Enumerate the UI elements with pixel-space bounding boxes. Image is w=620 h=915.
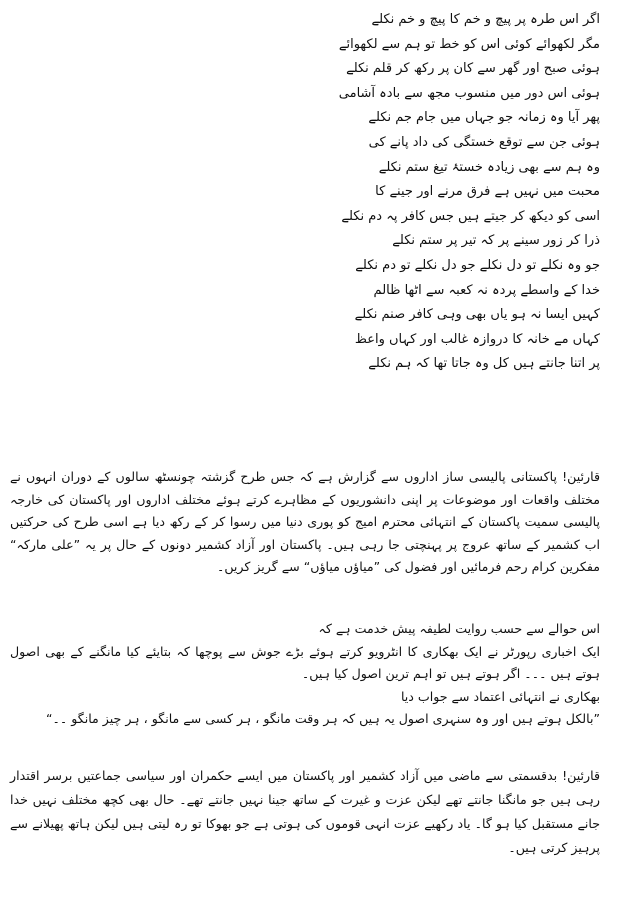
closing-paragraph: قارئین! بدقسمتی سے ماضی میں آزاد کشمیر اور پاکستان میں ایسے حکمران اور سیاسی جماعتیں برسر اقتدار رہی ہیں جو مانگنا جانتے تھے لیکن عزت و غیرت کے ساتھ جینا نہیں جانتے تھے۔ حال بھی کچھ مختلف نہیں خدا جانے مستقبل کیا ہو گا۔ یاد رکھیے عزت انہی قوموں کی ہوتی ہے جو بھوکا تو رہ لیتی ہیں لیکن ہاتھ پھیلانے سے پرہیز کرتی ہیں۔ (10, 768, 600, 855)
verse-line: وہ ہم سے بھی زیادہ خستۂ تیغ ستم نکلے (378, 159, 600, 175)
verse-line: محبت میں نہیں ہے فرق مرنے اور جینے کا (375, 184, 600, 200)
verse-line: ذرا کر زور سینے پر کہ تیر پر ستم نکلے (392, 233, 600, 249)
verse-line: خدا کے واسطے پردہ نہ کعبہ سے اٹھا ظالم (373, 282, 600, 298)
verse-line: ہوئی صبح اور گھر سے کان پر رکھ کر قلم نکلے (346, 61, 600, 77)
ghazal-verses (240, 8, 600, 377)
verse-line: ہوئی اس دور میں منسوب مجھ سے بادہ آشامی (338, 85, 600, 101)
verse-line: کہاں مے خانہ کا دروازہ غالب اور کہاں واعظ (354, 331, 600, 347)
anecdote-reply-intro: بھکاری نے انتہائی اعتماد سے جواب دیا (400, 688, 600, 704)
verse-line: پھر آیا وہ زمانہ جو جہاں میں جام جم نکلے (368, 110, 600, 126)
policy-paragraph: قارئین! پاکستانی پالیسی ساز اداروں سے گزارش ہے کہ جس طرح گزشتہ چونسٹھ سالوں کے دوران انہوں نے مختلف واقعات اور موضوعات پر اپنی دانشوریوں کے مظاہرے کرتے ہوئے مختلف اداروں اور پاکستان کی خارجہ پالیسی سمیت پاکستان کے انتہائی محترم امیج کو پوری دنیا میں رسوا کر کے رکھ دیا ہے اسی طرح کی حرکتیں اب کشمیر کے ساتھ عروج پر پہنچتی جا رہی ہیں۔ پاکستان اور آزاد کشمیر دونوں کے حال پر یہ ”علی مارکہ“ مفکرین کرام رحم فرمائیں اور فضول کی ”میاؤں میاؤں“ سے گریز کریں۔ (10, 469, 600, 574)
verse-line: ہوئی جن سے توقع خستگی کی داد پانے کی (368, 134, 600, 150)
verse-line: کہیں ایسا نہ ہو یاں بھی وہی کافر صنم نکلے (354, 307, 600, 323)
anecdote-block (10, 618, 600, 731)
verse-line: پر اتنا جانتے ہیں کل وہ جاتا تھا کہ ہم نکلے (368, 356, 600, 372)
anecdote-question: ایک اخباری رپورٹر نے ایک بھکاری کا انٹرویو کرتے ہوئے بڑے جوش سے پوچھا کہ بتایئے کیا مانگنے کے بھی اصول ہوتے ہیں ۔۔۔ اگر ہوتے ہیں تو اہم ترین اصول کیا ہیں۔ (10, 643, 600, 682)
anecdote-intro: اس حوالے سے حسب روایت لطیفہ پیش خدمت ہے کہ (318, 621, 600, 636)
verse-line: جو وہ نکلے تو دل نکلے جو دل نکلے تو دم نکلے (355, 257, 600, 273)
verse-line: اسی کو دیکھ کر جیتے ہیں جس کافر پہ دم نکلے (341, 208, 600, 224)
verse-line: اگر اس طرہ پر پیچ و خم کا پیچ و خم نکلے (371, 12, 600, 27)
verse-line: مگر لکھوائے کوئی اس کو خط تو ہم سے لکھوائے (338, 36, 600, 52)
anecdote-reply: ”بالکل ہوتے ہیں اور وہ سنہری اصول یہ ہیں کہ ہر وقت مانگو ، ہر کسی سے مانگو ، ہر چیز مانگو ۔۔“ (45, 711, 600, 727)
